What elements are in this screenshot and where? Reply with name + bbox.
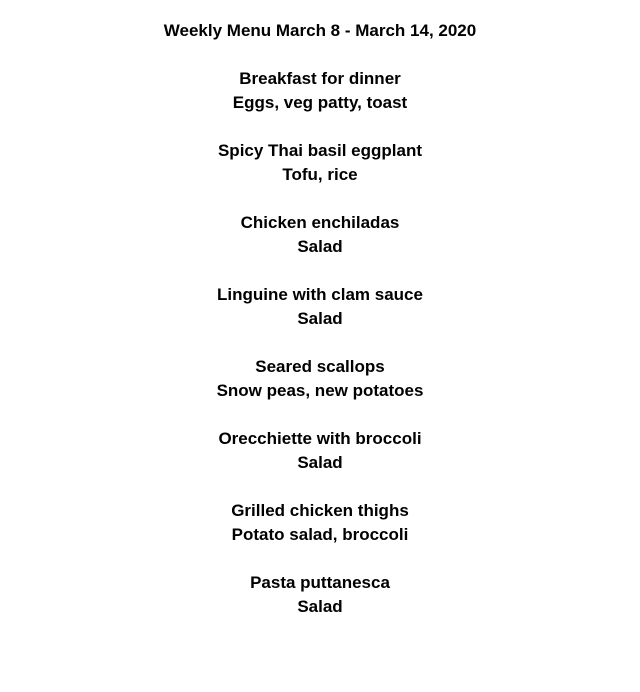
meal-main: Seared scallops	[255, 357, 385, 376]
meal-side: Salad	[297, 309, 343, 328]
meal-side: Snow peas, new potatoes	[216, 381, 424, 400]
meal-side: Potato salad, broccoli	[231, 525, 409, 544]
menu-item	[0, 283, 640, 331]
meal-main: Breakfast for dinner	[239, 69, 401, 88]
menu-item	[0, 499, 640, 547]
menu-list	[0, 67, 640, 619]
menu-item	[0, 67, 640, 115]
menu-item	[0, 139, 640, 187]
page-title: Weekly Menu March 8 - March 14, 2020	[163, 21, 477, 40]
meal-main: Pasta puttanesca	[250, 573, 390, 592]
meal-side: Tofu, rice	[282, 165, 358, 184]
meal-main: Orecchiette with broccoli	[218, 429, 422, 448]
meal-main: Grilled chicken thighs	[231, 501, 409, 520]
meal-side: Salad	[297, 597, 343, 616]
meal-main: Chicken enchiladas	[240, 213, 400, 232]
meal-main: Spicy Thai basil eggplant	[217, 141, 423, 160]
meal-main: Linguine with clam sauce	[217, 285, 423, 304]
meal-side: Salad	[297, 237, 343, 256]
meal-side: Salad	[297, 453, 343, 472]
menu-item	[0, 355, 640, 403]
meal-side: Eggs, veg patty, toast	[232, 93, 408, 112]
menu-item	[0, 571, 640, 619]
menu-item	[0, 427, 640, 475]
menu-item	[0, 211, 640, 259]
